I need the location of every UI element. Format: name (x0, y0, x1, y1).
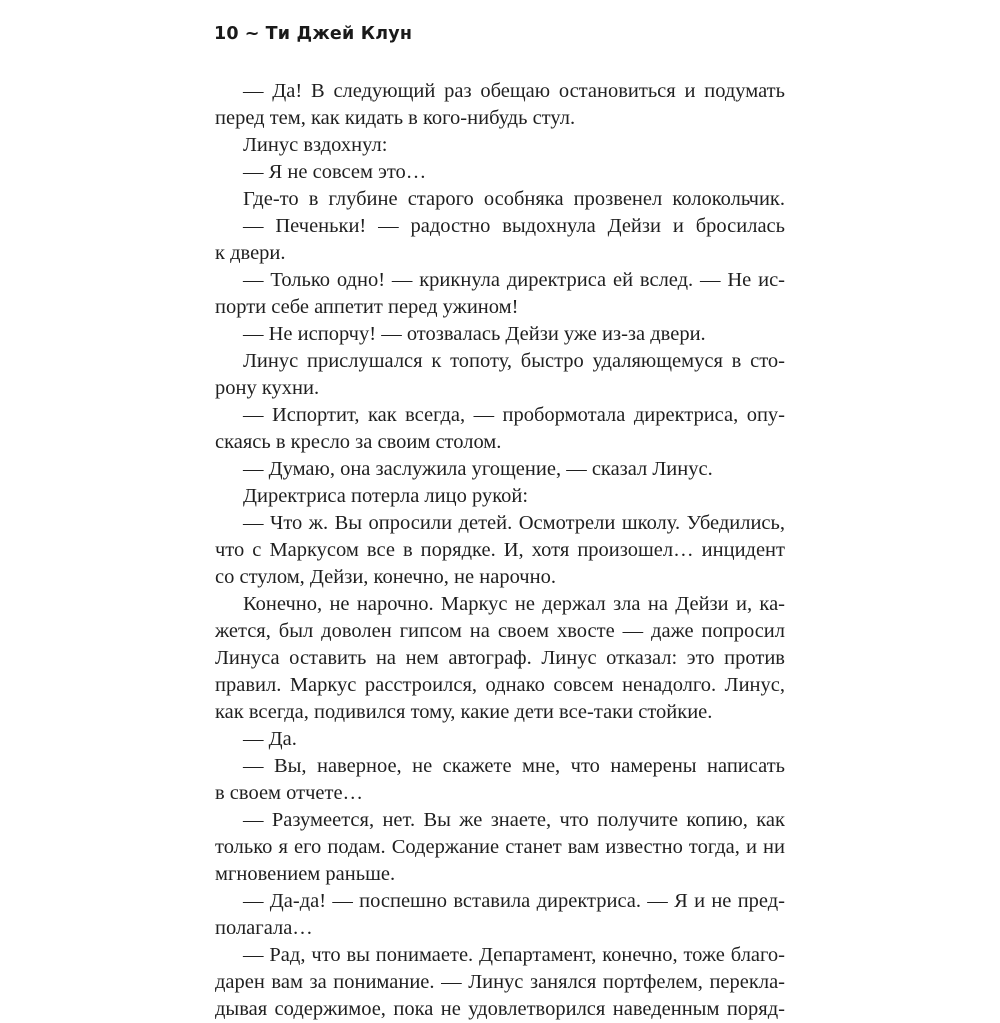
text-line: Где-то в глубине старого особняка прозвенел колокольчик. (243, 188, 785, 210)
text-line: — Что ж. Вы опросили детей. Осмотрели школу. Убедились, (243, 512, 785, 534)
text-line: — Вы, наверное, не скажете мне, что намерены написать (243, 755, 785, 777)
text-line: — Не испорчу! — отозвалась Дейзи уже из-за двери. (243, 323, 706, 345)
text-line: — Разумеется, нет. Вы же знаете, что получите копию, как (243, 809, 785, 831)
text-line: — Да-да! — поспешно вставила директриса. — Я и не пред- (243, 890, 785, 912)
text-line: перед тем, как кидать в кого-нибудь стул. (215, 107, 576, 129)
text-line: со стулом, Дейзи, конечно, не нарочно. (215, 566, 556, 588)
text-line: в своем отчете… (215, 782, 364, 804)
text-line: Линус вздохнул: (243, 134, 388, 156)
text-line: что с Маркусом все в порядке. И, хотя произошел… инцидент (215, 539, 785, 561)
text-line: Директриса потерла лицо рукой: (243, 485, 529, 507)
text-line: дывая содержимое, пока не удовлетворился наведенным поряд- (215, 998, 785, 1020)
text-line: только я его подам. Содержание станет вам известно тогда, и ни (215, 836, 785, 858)
text-line: как всегда, подивился тому, какие дети все-таки стойкие. (215, 701, 713, 723)
text-line: дарен вам за понимание. — Линус занялся портфелем, перекла- (215, 971, 785, 993)
text-line: — Испортит, как всегда, — пробормотала директриса, опу- (243, 404, 785, 426)
text-line: — Я не совсем это… (243, 161, 427, 183)
text-line: правил. Маркус расстроился, однако совсем ненадолго. Линус, (215, 674, 785, 696)
text-line: порти себе аппетит перед ужином! (215, 296, 519, 318)
text-line: полагала… (215, 917, 313, 939)
text-line: к двери. (215, 242, 286, 264)
page-number: 10 (214, 24, 239, 44)
header-separator: ~ (244, 24, 260, 44)
text-line: — Думаю, она заслужила угощение, — сказал Линус. (243, 458, 713, 480)
text-line: Линуса оставить на нем автограф. Линус отказал: это против (215, 647, 785, 669)
text-line: — Печеньки! — радостно выдохнула Дейзи и бросилась (243, 215, 785, 237)
author-name: Ти Джей Клун (265, 24, 413, 44)
text-line: — Только одно! — крикнула директриса ей вслед. — Не ис- (243, 269, 785, 291)
text-line: Конечно, не нарочно. Маркус не держал зла на Дейзи и, ка- (243, 593, 785, 615)
text-line: Линус прислушался к топоту, быстро удаляющемуся в сто- (243, 350, 785, 372)
text-line: — Рад, что вы понимаете. Департамент, конечно, тоже благо- (243, 944, 785, 966)
text-line: мгновением раньше. (215, 863, 396, 885)
text-line: рону кухни. (215, 377, 320, 399)
text-line: скаясь в кресло за своим столом. (215, 431, 502, 453)
text-line: — Да. (243, 728, 297, 750)
running-head (214, 24, 412, 44)
text-line: жется, был доволен гипсом на своем хвосте — даже попросил (215, 620, 785, 642)
text-line: — Да! В следующий раз обещаю остановиться и подумать (243, 80, 785, 102)
